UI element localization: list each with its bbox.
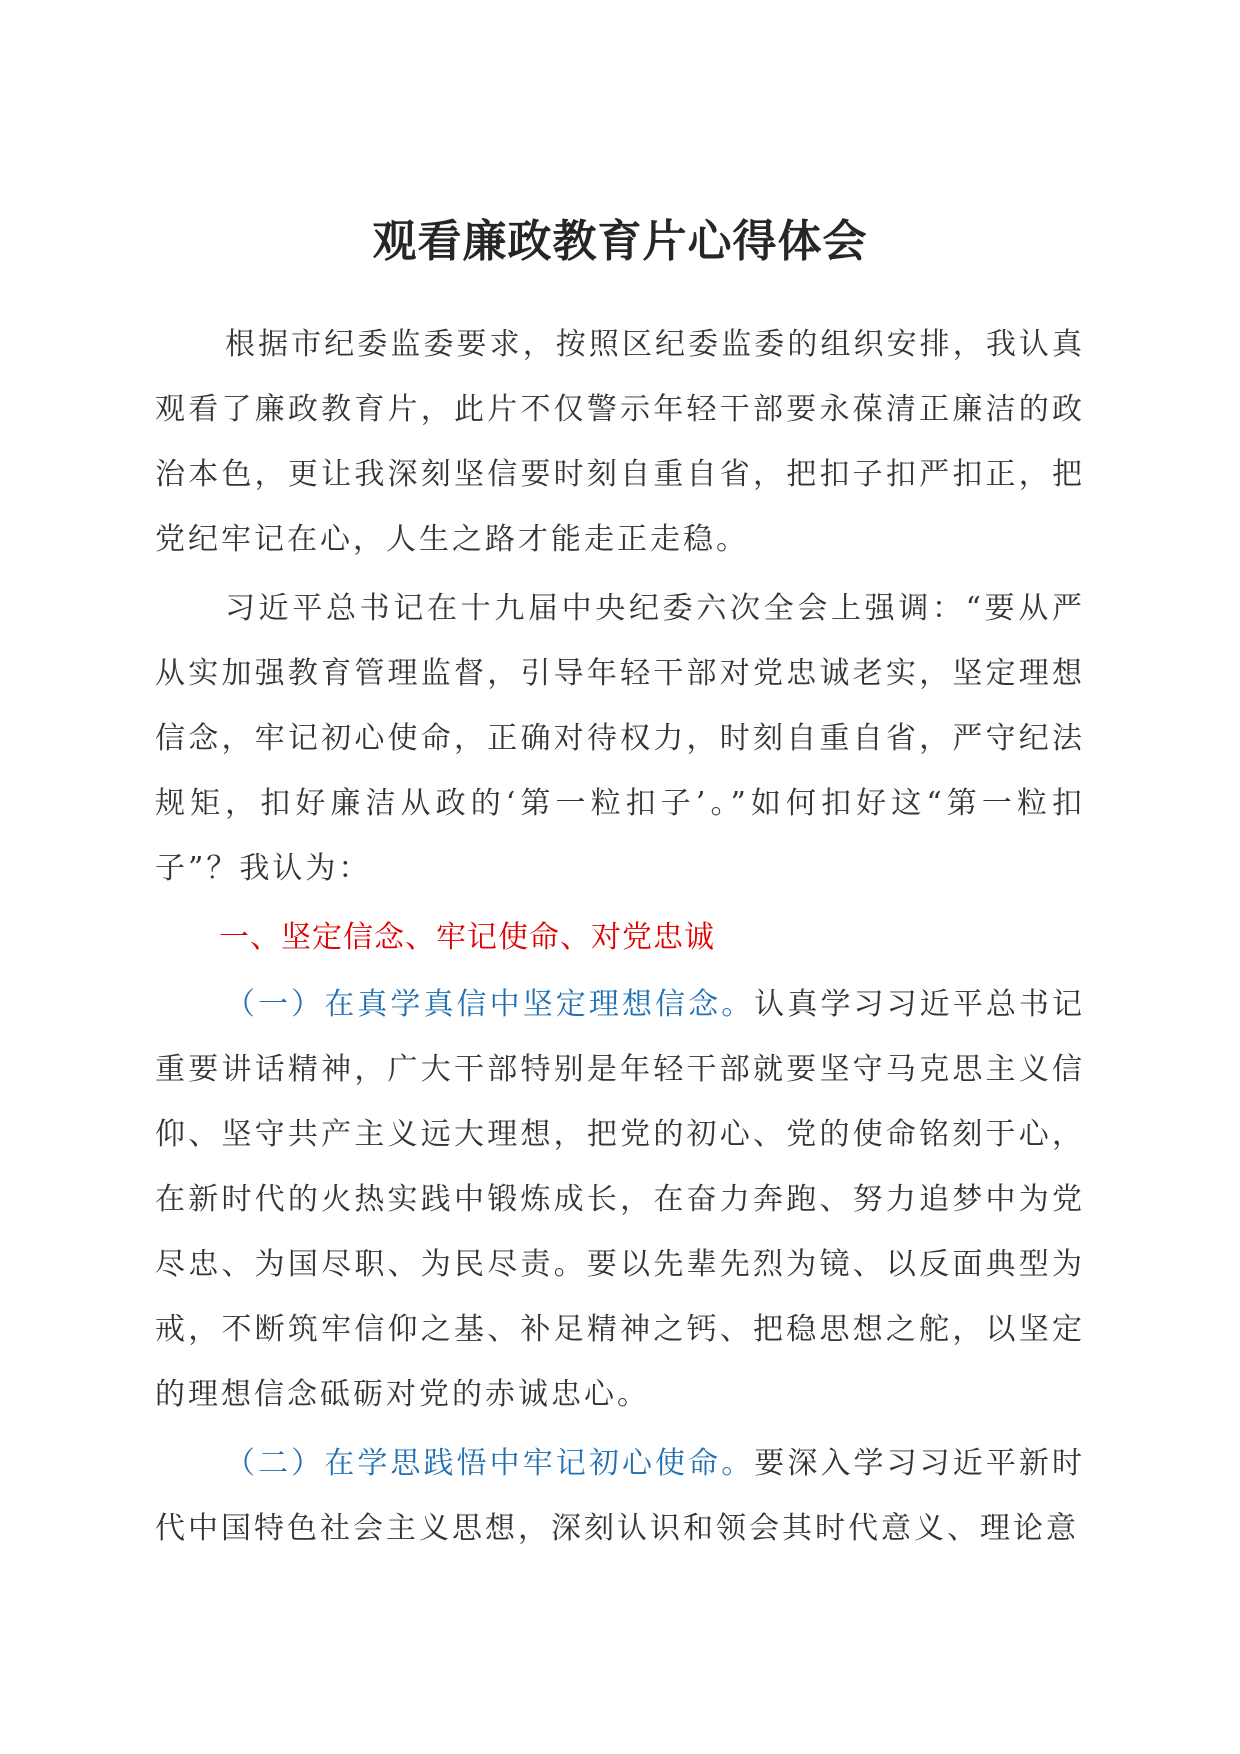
subsection-paragraph-2 [155,1431,1085,1561]
subsection-text-1: 认真学习习近平总书记重要讲话精神，广大干部特别是年轻干部就要坚守马克思主义信仰、坚守共产主义远大理想，把党的初心、党的使命铭刻于心，在新时代的火热实践中锻炼成长，在奋力奔跑、努力追梦中为党尽忠、为国尽职、为民尽责。要以先辈先烈为镜、以反面典型为戒，不断筑牢信仰之基、补足精神之钙、把稳思想之舵，以坚定的理想信念砥砺对党的赤诚忠心。 [155,987,1086,1412]
paragraph-quote: 习近平总书记在十九届中央纪委六次全会上强调：“要从严从实加强教育管理监督，引导年轻干部对党忠诚老实，坚定理想信念，牢记初心使命，正确对待权力，时刻自重自省，严守纪法规矩，扣好廉洁从政的‘第一粒扣子’。”如何扣好这“第一粒扣子”？我认为： [155,591,1085,886]
subsection-paragraph-1 [155,972,1085,1427]
subsection-heading-2: （二）在学思践悟中牢记初心使命。 [225,1446,755,1481]
subsection-text-2: 要深入学习习近平新时代中国特色社会主义思想，深刻认识和领会其时代意义、理论意 [155,1446,1086,1546]
paragraph-intro: 根据市纪委监委要求，按照区纪委监委的组织安排，我认真观看了廉政教育片，此片不仅警示年轻干部要永葆清正廉洁的政治本色，更让我深刻坚信要时刻自重自省，把扣子扣严扣正，把党纪牢记在心，人生之路才能走正走稳。 [155,327,1085,557]
section-heading: 一、坚定信念、牢记使命、对党忠诚 [219,920,715,955]
subsection-heading-1: （一）在真学真信中坚定理想信念。 [225,987,755,1022]
document-body [155,312,1085,1565]
document-title: 观看廉政教育片心得体会 [372,216,868,267]
